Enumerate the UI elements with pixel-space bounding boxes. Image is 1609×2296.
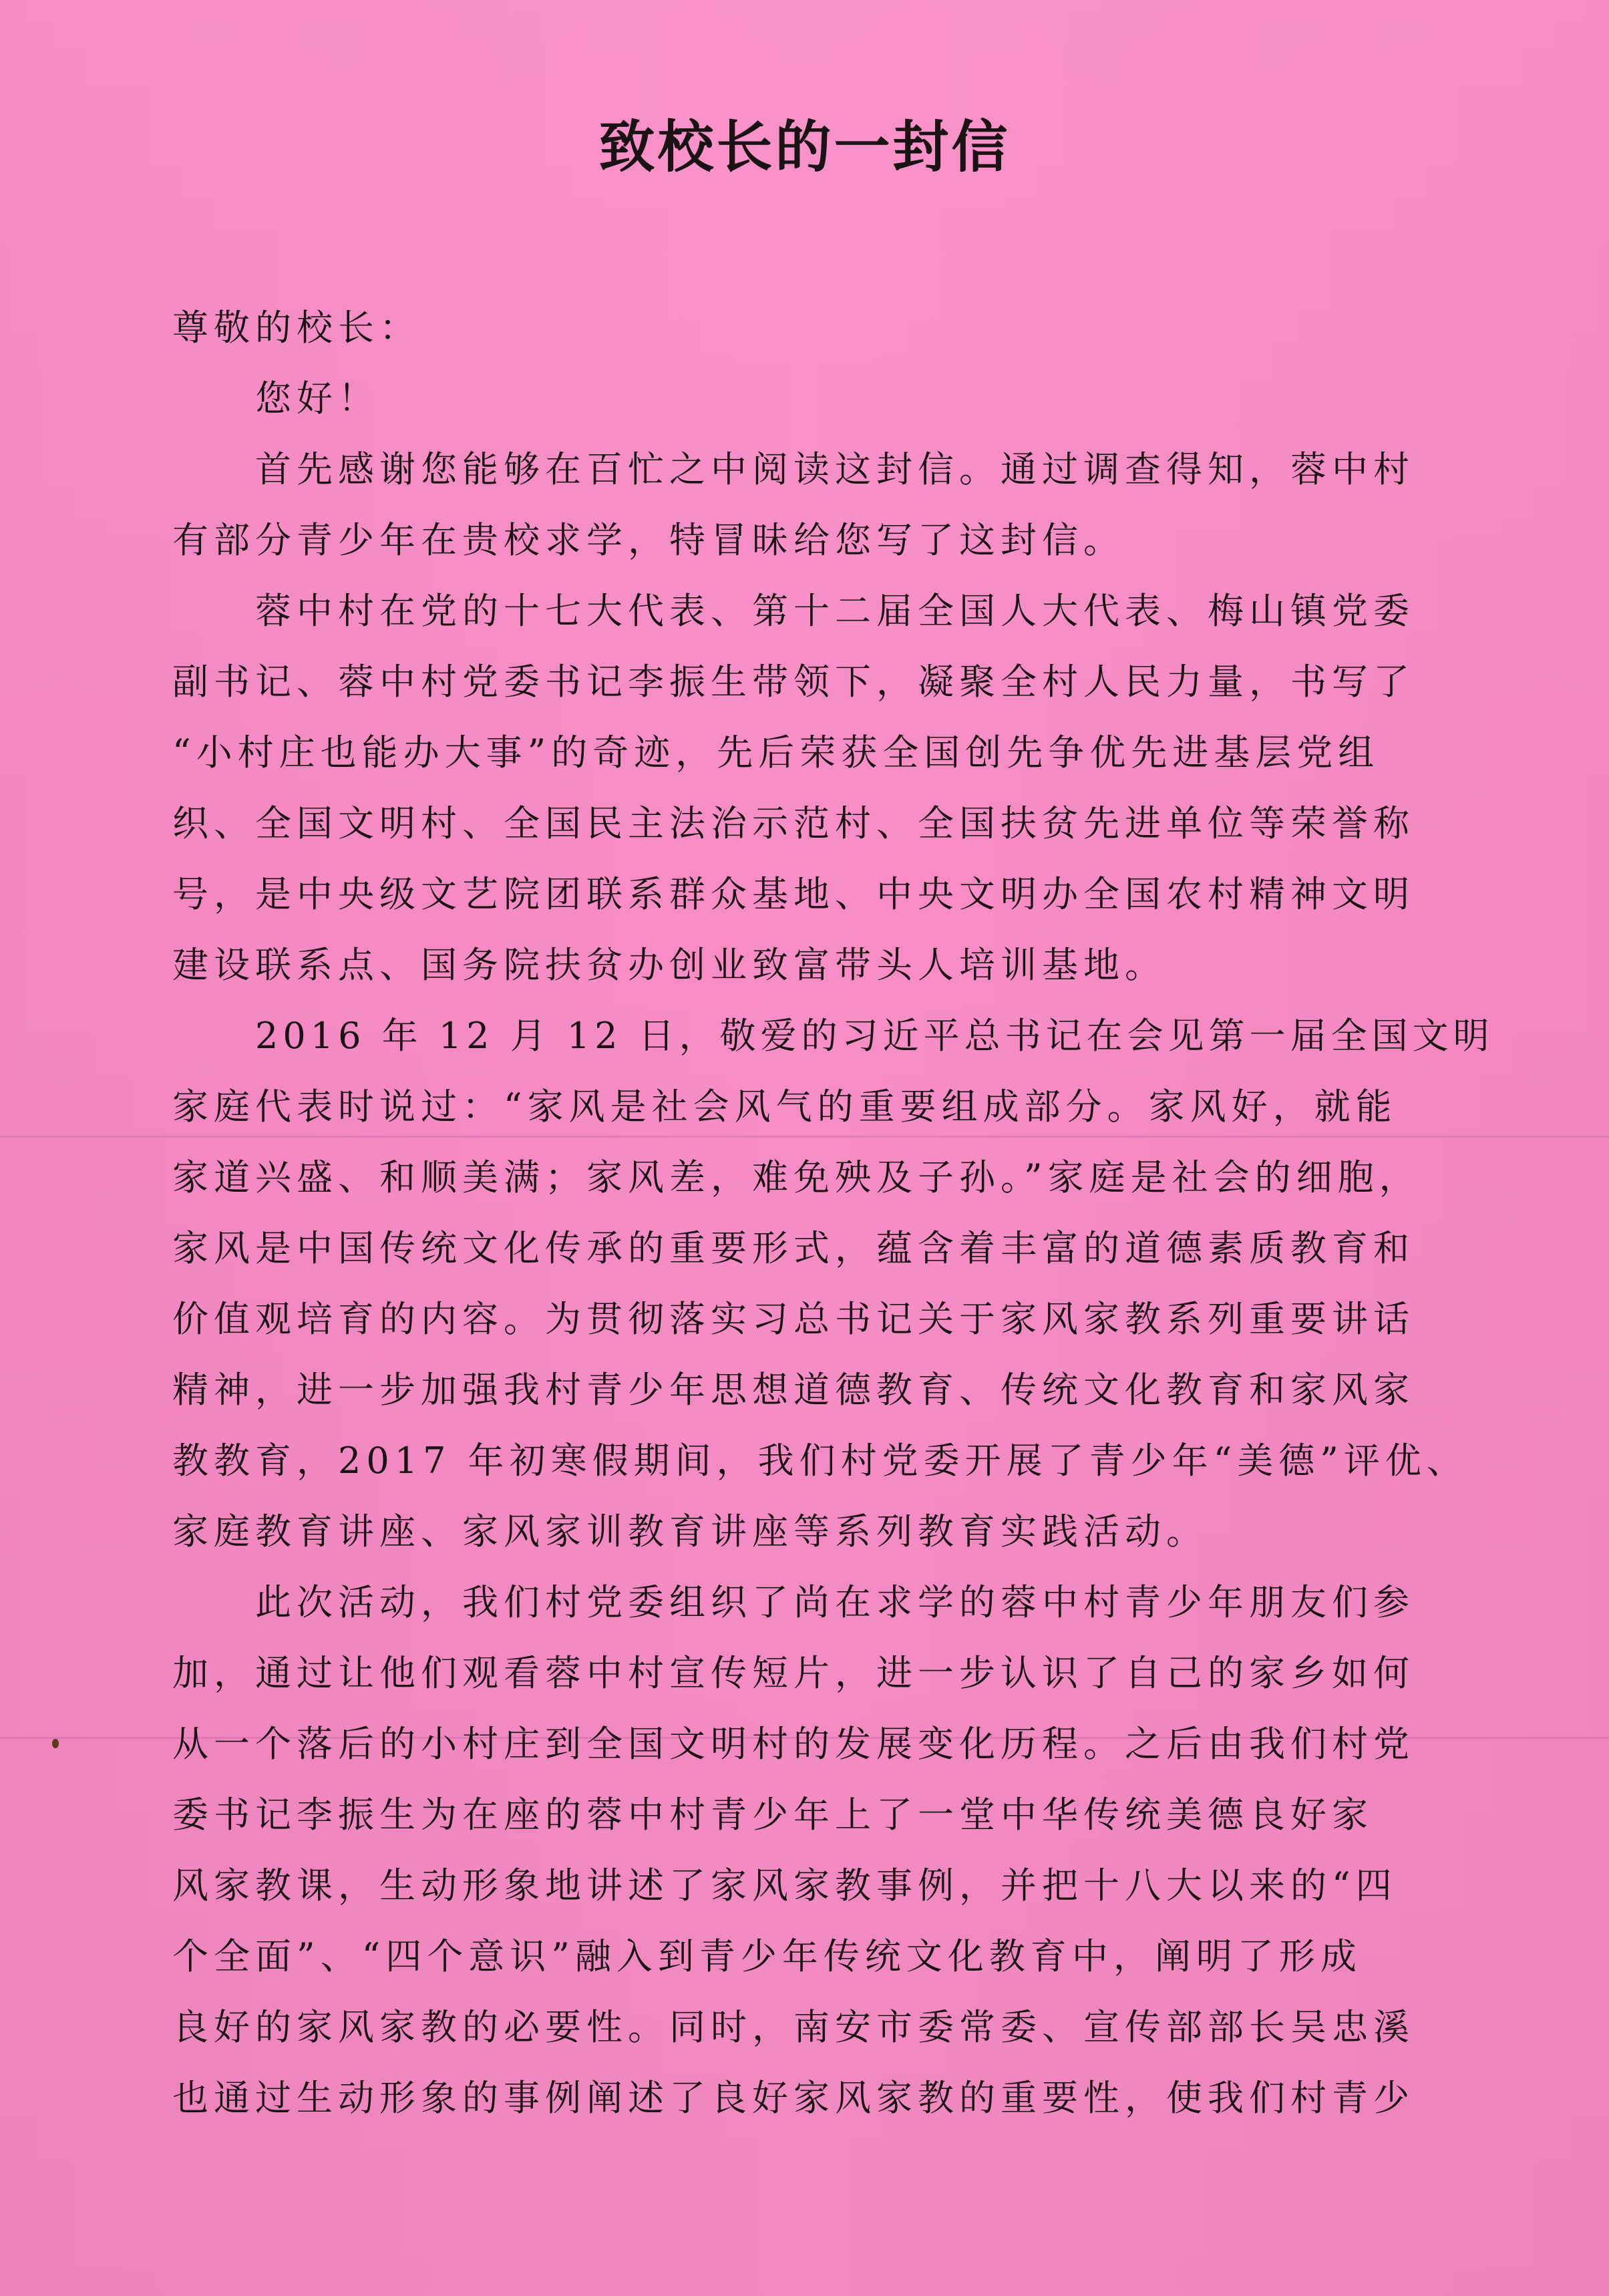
- letter-line: 蓉中村在党的十七大代表、第十二届全国人大代表、梅山镇党委: [255, 590, 1415, 632]
- letter-title: 致校长的一封信: [598, 114, 1011, 180]
- letter-line: 尊敬的校长：: [172, 307, 421, 349]
- paper-speck: [52, 1739, 59, 1748]
- letter-line: 您好！: [255, 377, 379, 420]
- letter-line: 家庭教育讲座、家风家训教育讲座等系列教育实践活动。: [172, 1510, 1208, 1552]
- letter-line: 家风是中国传统文化传承的重要形式，蕴含着丰富的道德素质教育和: [172, 1227, 1415, 1269]
- letter-line: 家道兴盛、和顺美满；家风差，难免殃及子孙。”家庭是社会的细胞，: [172, 1156, 1421, 1198]
- letter-line: 从一个落后的小村庄到全国文明村的发展变化历程。之后由我们村党: [172, 1723, 1415, 1765]
- letter-line: 加，通过让他们观看蓉中村宣传短片，进一步认识了自己的家乡如何: [172, 1652, 1415, 1694]
- letter-line: 此次活动，我们村党委组织了尚在求学的蓉中村青少年朋友们参: [255, 1581, 1415, 1623]
- letter-line: 织、全国文明村、全国民主法治示范村、全国扶贫先进单位等荣誉称: [172, 802, 1415, 844]
- letter-line: 个全面”、“四个意识”融入到青少年传统文化教育中，阐明了形成: [172, 1935, 1362, 1977]
- letter-line: 2016 年 12 月 12 日，敬爱的习近平总书记在会见第一届全国文明: [255, 1015, 1494, 1057]
- letter-line: 副书记、蓉中村党委书记李振生带领下，凝聚全村人民力量，书写了: [172, 661, 1415, 703]
- letter-line: 价值观培育的内容。为贯彻落实习总书记关于家风家教系列重要讲话: [172, 1298, 1415, 1340]
- letter-line: 建设联系点、国务院扶贫办创业致富带头人培训基地。: [172, 944, 1166, 986]
- letter-line: 良好的家风家教的必要性。同时，南安市委常委、宣传部部长吴忠溪: [172, 2006, 1415, 2048]
- letter-line: 委书记李振生为在座的蓉中村青少年上了一堂中华传统美德良好家: [172, 1794, 1373, 1836]
- letter-body: [172, 293, 1501, 2134]
- letter-line: 教教育，2017 年初寒假期间，我们村党委开展了青少年“美德”评优、: [172, 1440, 1468, 1482]
- letter-line: 精神，进一步加强我村青少年思想道德教育、传统文化教育和家风家: [172, 1369, 1415, 1411]
- letter-line: 家庭代表时说过：“家风是社会风气的重要组成部分。家风好，就能: [172, 1086, 1397, 1128]
- letter-line: 有部分青少年在贵校求学，特冒昧给您写了这封信。: [172, 519, 1125, 561]
- letter-line: 风家教课，生动形象地讲述了家风家教事例，并把十八大以来的“四: [172, 1864, 1397, 1907]
- letter-line: 首先感谢您能够在百忙之中阅读这封信。通过调查得知，蓉中村: [255, 448, 1415, 490]
- letter-line: 也通过生动形象的事例阐述了良好家风家教的重要性，使我们村青少: [172, 2077, 1415, 2119]
- letter-line: “小村庄也能办大事”的奇迹，先后荣获全国创先争优先进基层党组: [172, 731, 1380, 774]
- letter-line: 号，是中央级文艺院团联系群众基地、中央文明办全国农村精神文明: [172, 873, 1415, 915]
